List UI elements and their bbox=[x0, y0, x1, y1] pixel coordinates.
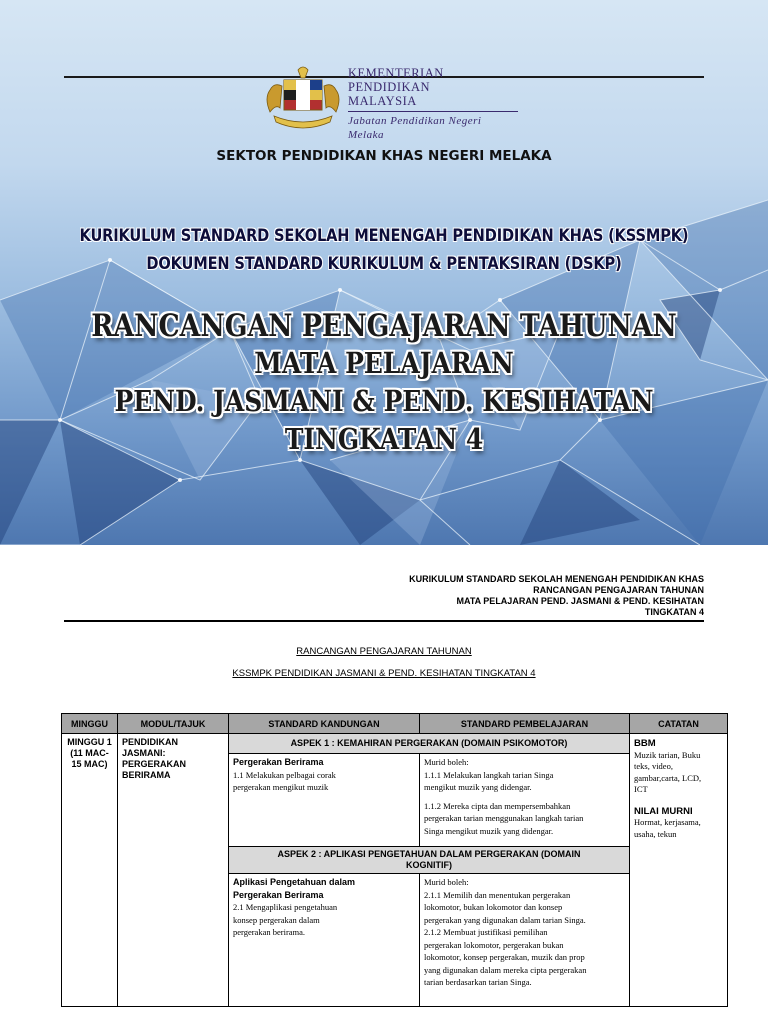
sp2-item1-line-2: lokomotor, bukan lokomotor dan konsep bbox=[424, 902, 563, 912]
header-rule bbox=[64, 620, 704, 622]
bbm-line-3: gambar,carta, LCD, bbox=[634, 772, 702, 783]
ministry-line-2: PENDIDIKAN bbox=[348, 80, 431, 94]
sk1-line-2: pergerakan mengikut muzik bbox=[233, 782, 329, 792]
standard-kandungan-1 bbox=[229, 754, 420, 847]
sp1-item1-line-1: 1.1.1 Melakukan langkah tarian Singa bbox=[424, 769, 554, 780]
sk2-heading-line-1: Aplikasi Pengetahuan dalam bbox=[233, 877, 356, 887]
aspect-1-heading: ASPEK 1 : KEMAHIRAN PERGERAKAN (DOMAIN PSIKOMOTOR) bbox=[229, 734, 630, 754]
nilai-line-1: Hormat, kerjasama, bbox=[634, 817, 701, 827]
sk1-line-1: 1.1 Melakukan pelbagai corak bbox=[233, 769, 336, 780]
standard-pembelajaran-2 bbox=[420, 874, 630, 1007]
sp2-item1-line-3: pergerakan yang digunakan dalam tarian Singa. bbox=[424, 914, 586, 925]
sp2-item2-line-2: pergerakan lokomotor, pergerakan bukan bbox=[424, 939, 564, 950]
curriculum-title-line-2: DOKUMEN STANDARD KURIKULUM & PENTAKSIRAN (DSKP) bbox=[146, 254, 622, 274]
running-header-line-4: TINGKATAN 4 bbox=[644, 607, 704, 617]
sp2-item2-line-3: lokomotor, konsep pergerakan, muzik dan prop bbox=[424, 952, 585, 962]
sk1-heading: Pergerakan Berirama bbox=[233, 757, 324, 767]
sp1-intro: Murid boleh: bbox=[424, 757, 469, 767]
running-header-line-3: MATA PELAJARAN PEND. JASMANI & PEND. KESIHATAN bbox=[456, 596, 704, 606]
column-header-catatan: CATATAN bbox=[630, 714, 728, 734]
sp2-item1-line-1: 2.1.1 Memilih dan menentukan pergerakan bbox=[424, 889, 571, 900]
bbm-line-2: teks, video, bbox=[634, 761, 673, 771]
sp2-intro: Murid boleh: bbox=[424, 877, 469, 887]
table-row bbox=[62, 734, 728, 754]
week-date-start: (11 MAC- bbox=[70, 748, 109, 758]
aspect-2-line-2: KOGNITIF) bbox=[406, 860, 452, 870]
module-line-4: BERIRAMA bbox=[122, 770, 171, 780]
catatan-cell bbox=[630, 734, 728, 1007]
main-title-line-3: PEND. JASMANI & PEND. KESIHATAN bbox=[114, 384, 654, 418]
curriculum-title-line-1: KURIKULUM STANDARD SEKOLAH MENENGAH PENDIDIKAN KHAS (KSSMPK) bbox=[79, 226, 689, 246]
sector-title: SEKTOR PENDIDIKAN KHAS NEGERI MELAKA bbox=[216, 148, 552, 164]
main-title-line-4: TINGKATAN 4 bbox=[284, 422, 484, 456]
sp1-item2-line-1: 1.1.2 Mereka cipta dan mempersembahkan bbox=[424, 800, 571, 811]
week-cell bbox=[62, 734, 118, 1007]
document-title: RANCANGAN PENGAJARAN TAHUNAN bbox=[296, 646, 472, 657]
module-line-3: PERGERAKAN bbox=[122, 759, 187, 769]
sp1-item2-line-3: Singa mengikut muzik yang didengar. bbox=[424, 825, 554, 836]
column-header-minggu: MINGGU bbox=[62, 714, 118, 734]
week-date-end: 15 MAC) bbox=[71, 759, 108, 769]
column-header-standard-kandungan: STANDARD KANDUNGAN bbox=[229, 714, 420, 734]
document-subtitle: KSSMPK PENDIDIKAN JASMANI & PEND. KESIHATAN TINGKATAN 4 bbox=[232, 668, 536, 679]
main-title-line-2: MATA PELAJARAN bbox=[254, 346, 514, 380]
running-header-line-2: RANCANGAN PENGAJARAN TAHUNAN bbox=[533, 585, 704, 595]
sp1-item2-line-2: pergerakan tarian menggunakan langkah tarian bbox=[424, 813, 584, 823]
module-line-1: PENDIDIKAN bbox=[122, 737, 179, 747]
bbm-label: BBM bbox=[634, 738, 656, 749]
bbm-line-1: Muzik tarian, Buku bbox=[634, 749, 701, 760]
running-header-line-1: KURIKULUM STANDARD SEKOLAH MENENGAH PENDIDIKAN KHAS bbox=[409, 574, 704, 584]
column-header-modul: MODUL/TAJUK bbox=[118, 714, 229, 734]
main-title-line-1: RANCANGAN PENGAJARAN TAHUNAN bbox=[91, 308, 677, 344]
aspect-2-heading bbox=[229, 847, 630, 874]
ministry-line-3: MALAYSIA bbox=[348, 94, 417, 108]
module-line-2: JASMANI: bbox=[122, 748, 166, 758]
malaysia-crest-icon bbox=[260, 64, 346, 136]
sp2-item2-line-5: tarian berdasarkan tarian Singa. bbox=[424, 977, 532, 987]
sp1-item1-line-2: mengikut muzik yang didengar. bbox=[424, 782, 532, 792]
bbm-line-4: ICT bbox=[634, 784, 648, 794]
sk2-line-1: 2.1 Mengaplikasi pengetahuan bbox=[233, 902, 338, 912]
sk2-line-2: konsep pergerakan dalam bbox=[233, 914, 320, 925]
ministry-department: Jabatan Pendidikan Negeri Melaka bbox=[348, 111, 518, 142]
sk2-line-3: pergerakan berirama. bbox=[233, 927, 306, 937]
aspect-2-line-1: ASPEK 2 : APLIKASI PENGETAHUAN DALAM PERGERAKAN (DOMAIN bbox=[277, 849, 581, 859]
nilai-line-2: usaha, tekun bbox=[634, 828, 677, 839]
week-label: MINGGU 1 bbox=[67, 737, 112, 747]
sk2-heading-line-2: Pergerakan Berirama bbox=[233, 889, 324, 900]
ministry-line-1: KEMENTERIAN bbox=[348, 66, 444, 80]
table-header-row bbox=[62, 714, 728, 734]
module-cell bbox=[118, 734, 229, 1007]
sp2-item2-line-4: yang digunakan dalam mereka cipta pergerakan bbox=[424, 964, 587, 975]
standard-pembelajaran-1 bbox=[420, 754, 630, 847]
column-header-standard-pembelajaran: STANDARD PEMBELAJARAN bbox=[420, 714, 630, 734]
nilai-murni-label: NILAI MURNI bbox=[634, 805, 693, 817]
ministry-logotype bbox=[348, 66, 518, 142]
lesson-plan-table bbox=[61, 713, 728, 1007]
standard-kandungan-2 bbox=[229, 874, 420, 1007]
sp2-item2-line-1: 2.1.2 Membuat justifikasi pemilihan bbox=[424, 927, 548, 937]
